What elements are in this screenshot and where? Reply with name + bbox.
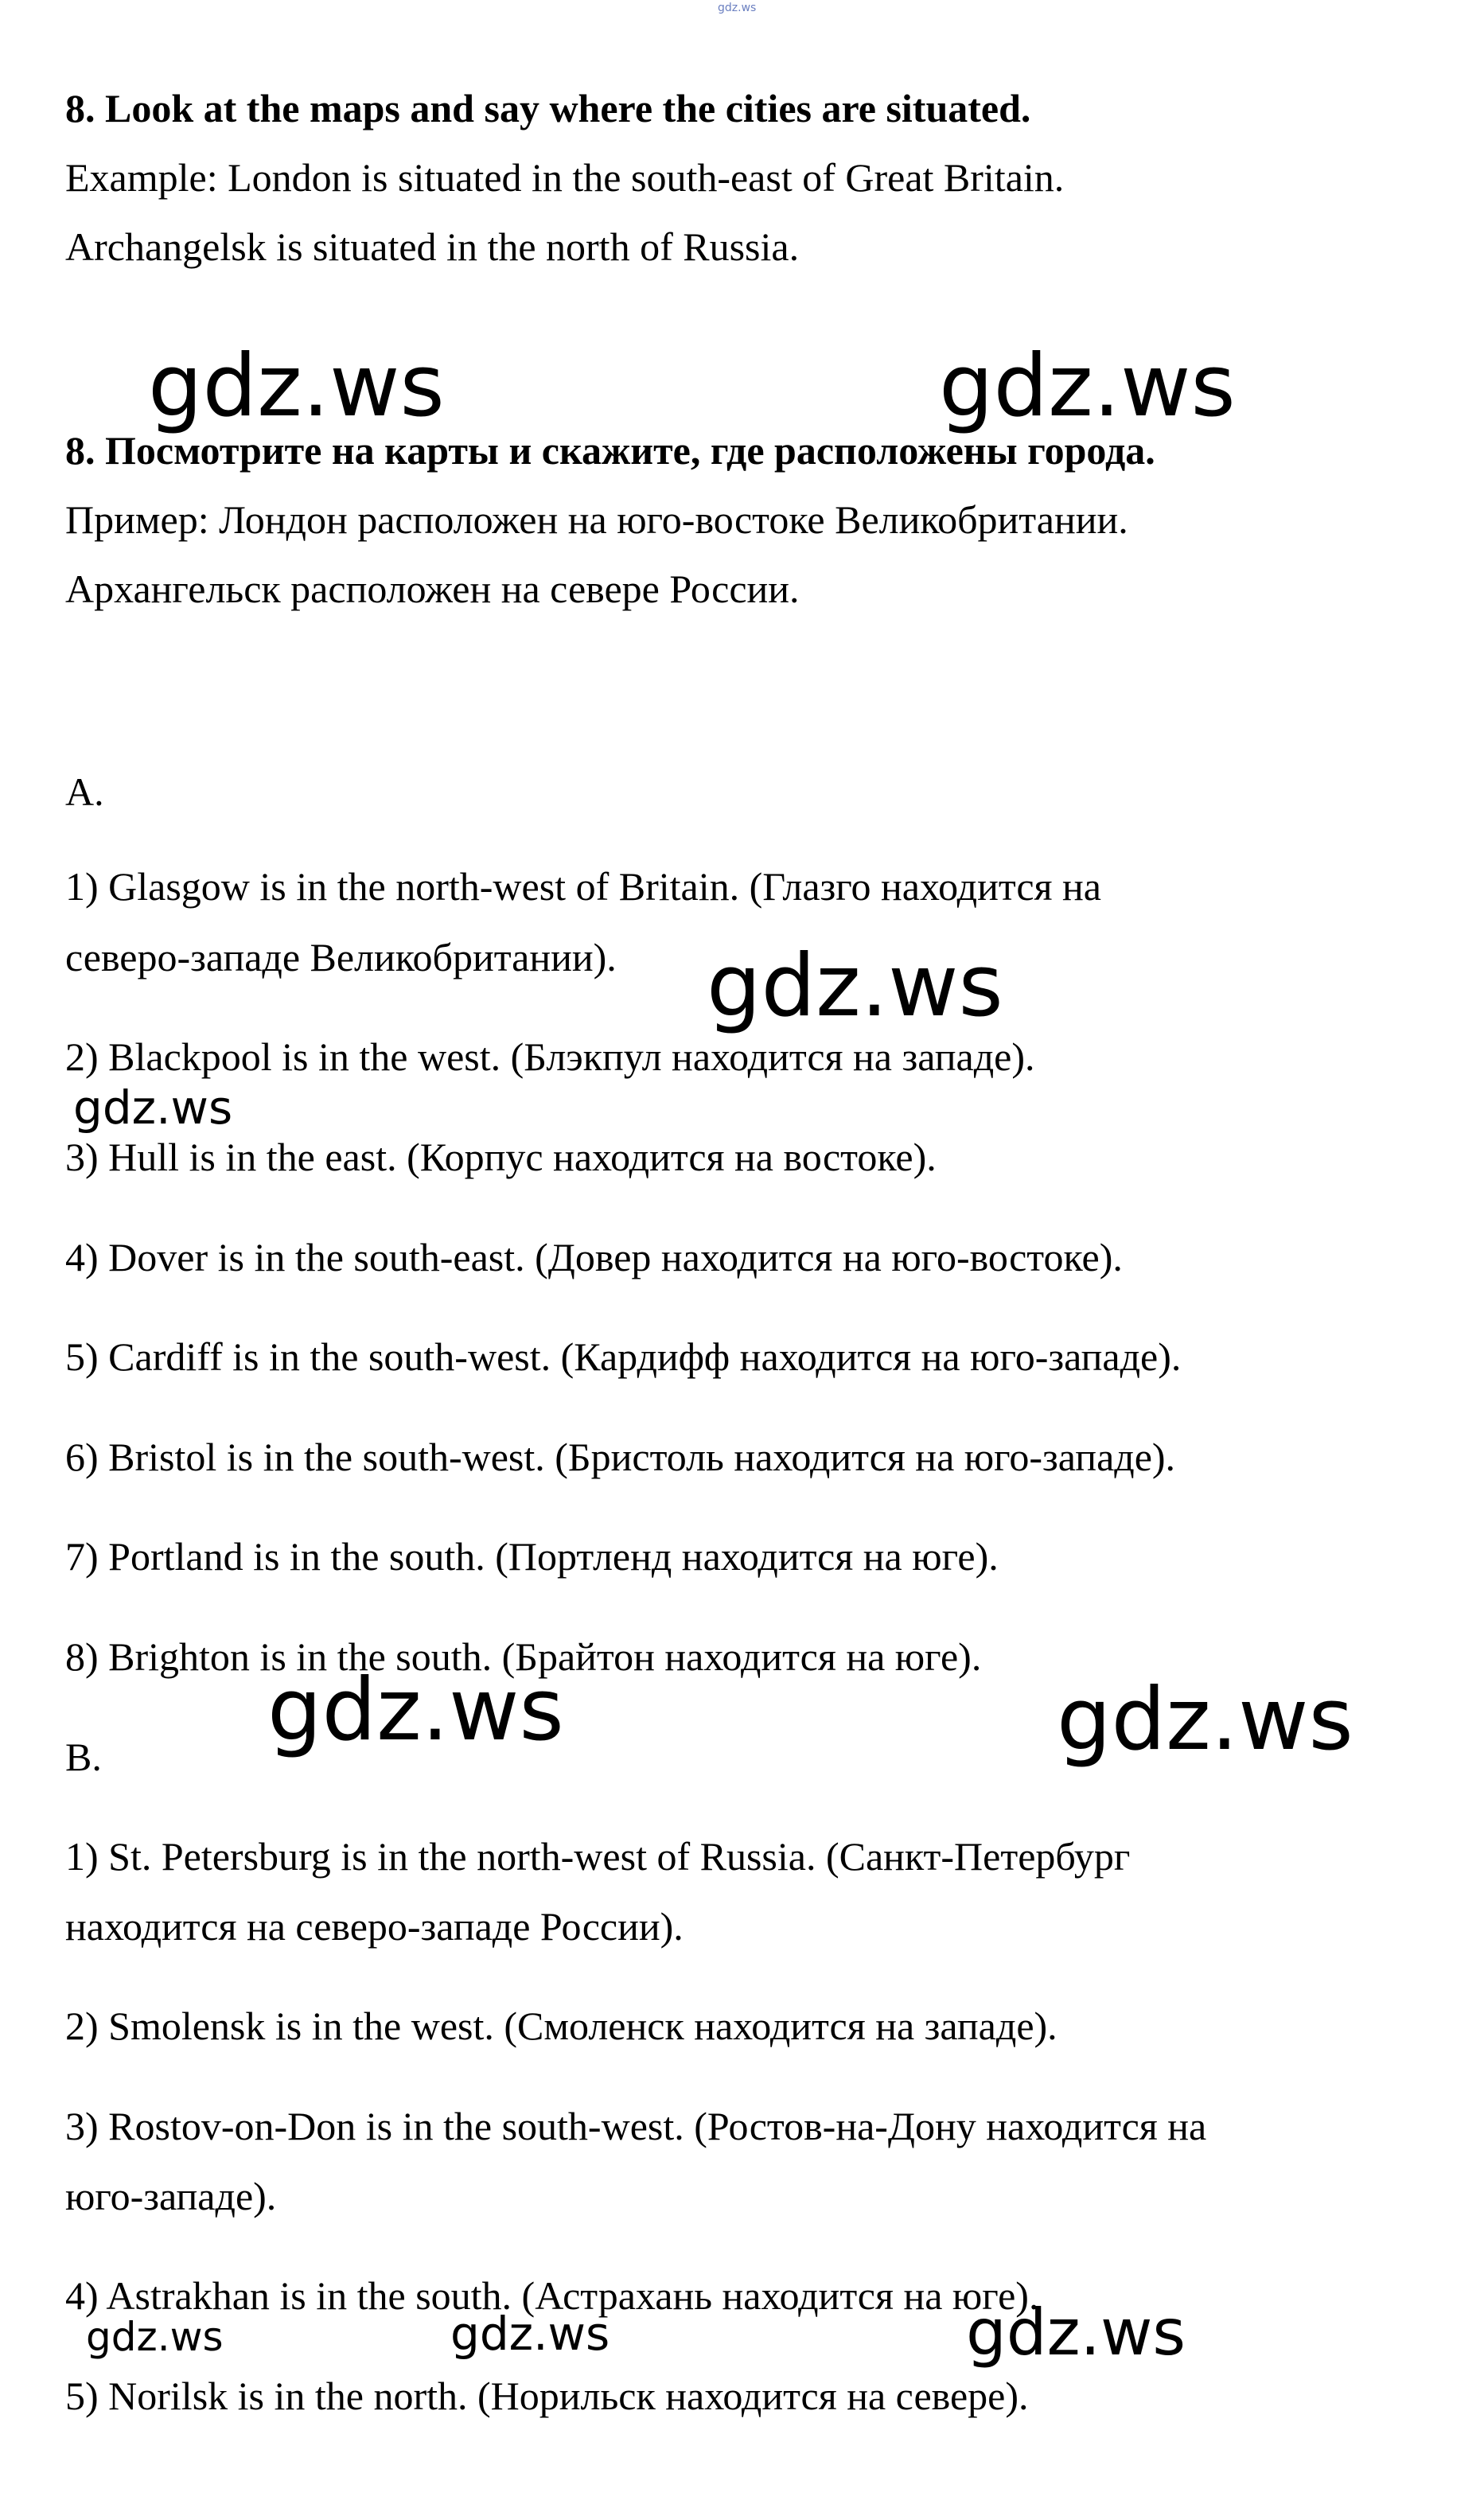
watermark: gdz.ws <box>939 337 1236 436</box>
task-example-ru-line2: Архангельск расположен на севере России. <box>65 567 800 611</box>
section-b-item-continuation: находится на северо-западе России). <box>65 1904 684 1949</box>
section-a-item: 8) Brighton is in the south. (Брайтон находится на юге). <box>65 1634 982 1679</box>
section-a-item: 6) Bristol is in the south-west. (Бристоль находится на юго-западе). <box>65 1435 1176 1479</box>
section-b-item: 1) St. Petersburg is in the north-west of Russia. (Санкт-Петербург <box>65 1834 1131 1879</box>
section-b-item: 4) Astrakhan is in the south. (Астрахань находится на юге). <box>65 2273 1039 2318</box>
task-example-en-line2: Archangelsk is situated in the north of Russia. <box>65 224 800 269</box>
section-b-item-continuation: юго-западе). <box>65 2174 277 2218</box>
watermark: gdz.ws <box>1057 1670 1354 1770</box>
section-a-item: 4) Dover is in the south-east. (Довер находится на юго-востоке). <box>65 1235 1123 1279</box>
section-a-item-continuation: северо-западе Великобритании). <box>65 935 617 979</box>
section-a-item: 5) Cardiff is in the south-west. (Кардифф находится на юго-западе). <box>65 1334 1182 1379</box>
watermark: gdz.ws <box>73 1081 233 1135</box>
section-a-label: A. <box>65 769 104 814</box>
watermark: gdz.ws <box>267 1661 564 1760</box>
task-title-en: 8. Look at the maps and say where the cities are situated. <box>65 86 1031 130</box>
section-b-item: 5) Norilsk is in the north. (Норильск находится на севере). <box>65 2374 1029 2418</box>
section-b-item: 2) Smolensk is in the west. (Смоленск находится на западе). <box>65 2004 1057 2048</box>
watermark: gdz.ws <box>966 2296 1186 2370</box>
section-a-item: 3) Hull is in the east. (Корпус находится на востоке). <box>65 1135 937 1179</box>
section-a-item: 7) Portland is in the south. (Портленд находится на юге). <box>65 1534 999 1579</box>
section-b-item: 3) Rostov-on-Don is in the south-west. (Ростов-на-Дону находится на <box>65 2104 1207 2148</box>
task-title-ru: 8. Посмотрите на карты и скажите, где расположены города. <box>65 428 1155 473</box>
watermark: gdz.ws <box>148 337 445 436</box>
task-example-ru-line1: Пример: Лондон расположен на юго-востоке Великобритании. <box>65 497 1128 542</box>
watermark: gdz.ws <box>86 2314 224 2360</box>
section-b-label: B. <box>65 1735 102 1779</box>
section-a-item: 1) Glasgow is in the north-west of Britain. (Глазго находится на <box>65 864 1101 909</box>
watermark: gdz.ws <box>450 2307 610 2361</box>
header-watermark: gdz.ws <box>718 2 757 14</box>
watermark: gdz.ws <box>707 937 1003 1036</box>
task-example-en-line1: Example: London is situated in the south-east of Great Britain. <box>65 155 1065 200</box>
section-a-item: 2) Blackpool is in the west. (Блэкпул находится на западе). <box>65 1034 1035 1079</box>
